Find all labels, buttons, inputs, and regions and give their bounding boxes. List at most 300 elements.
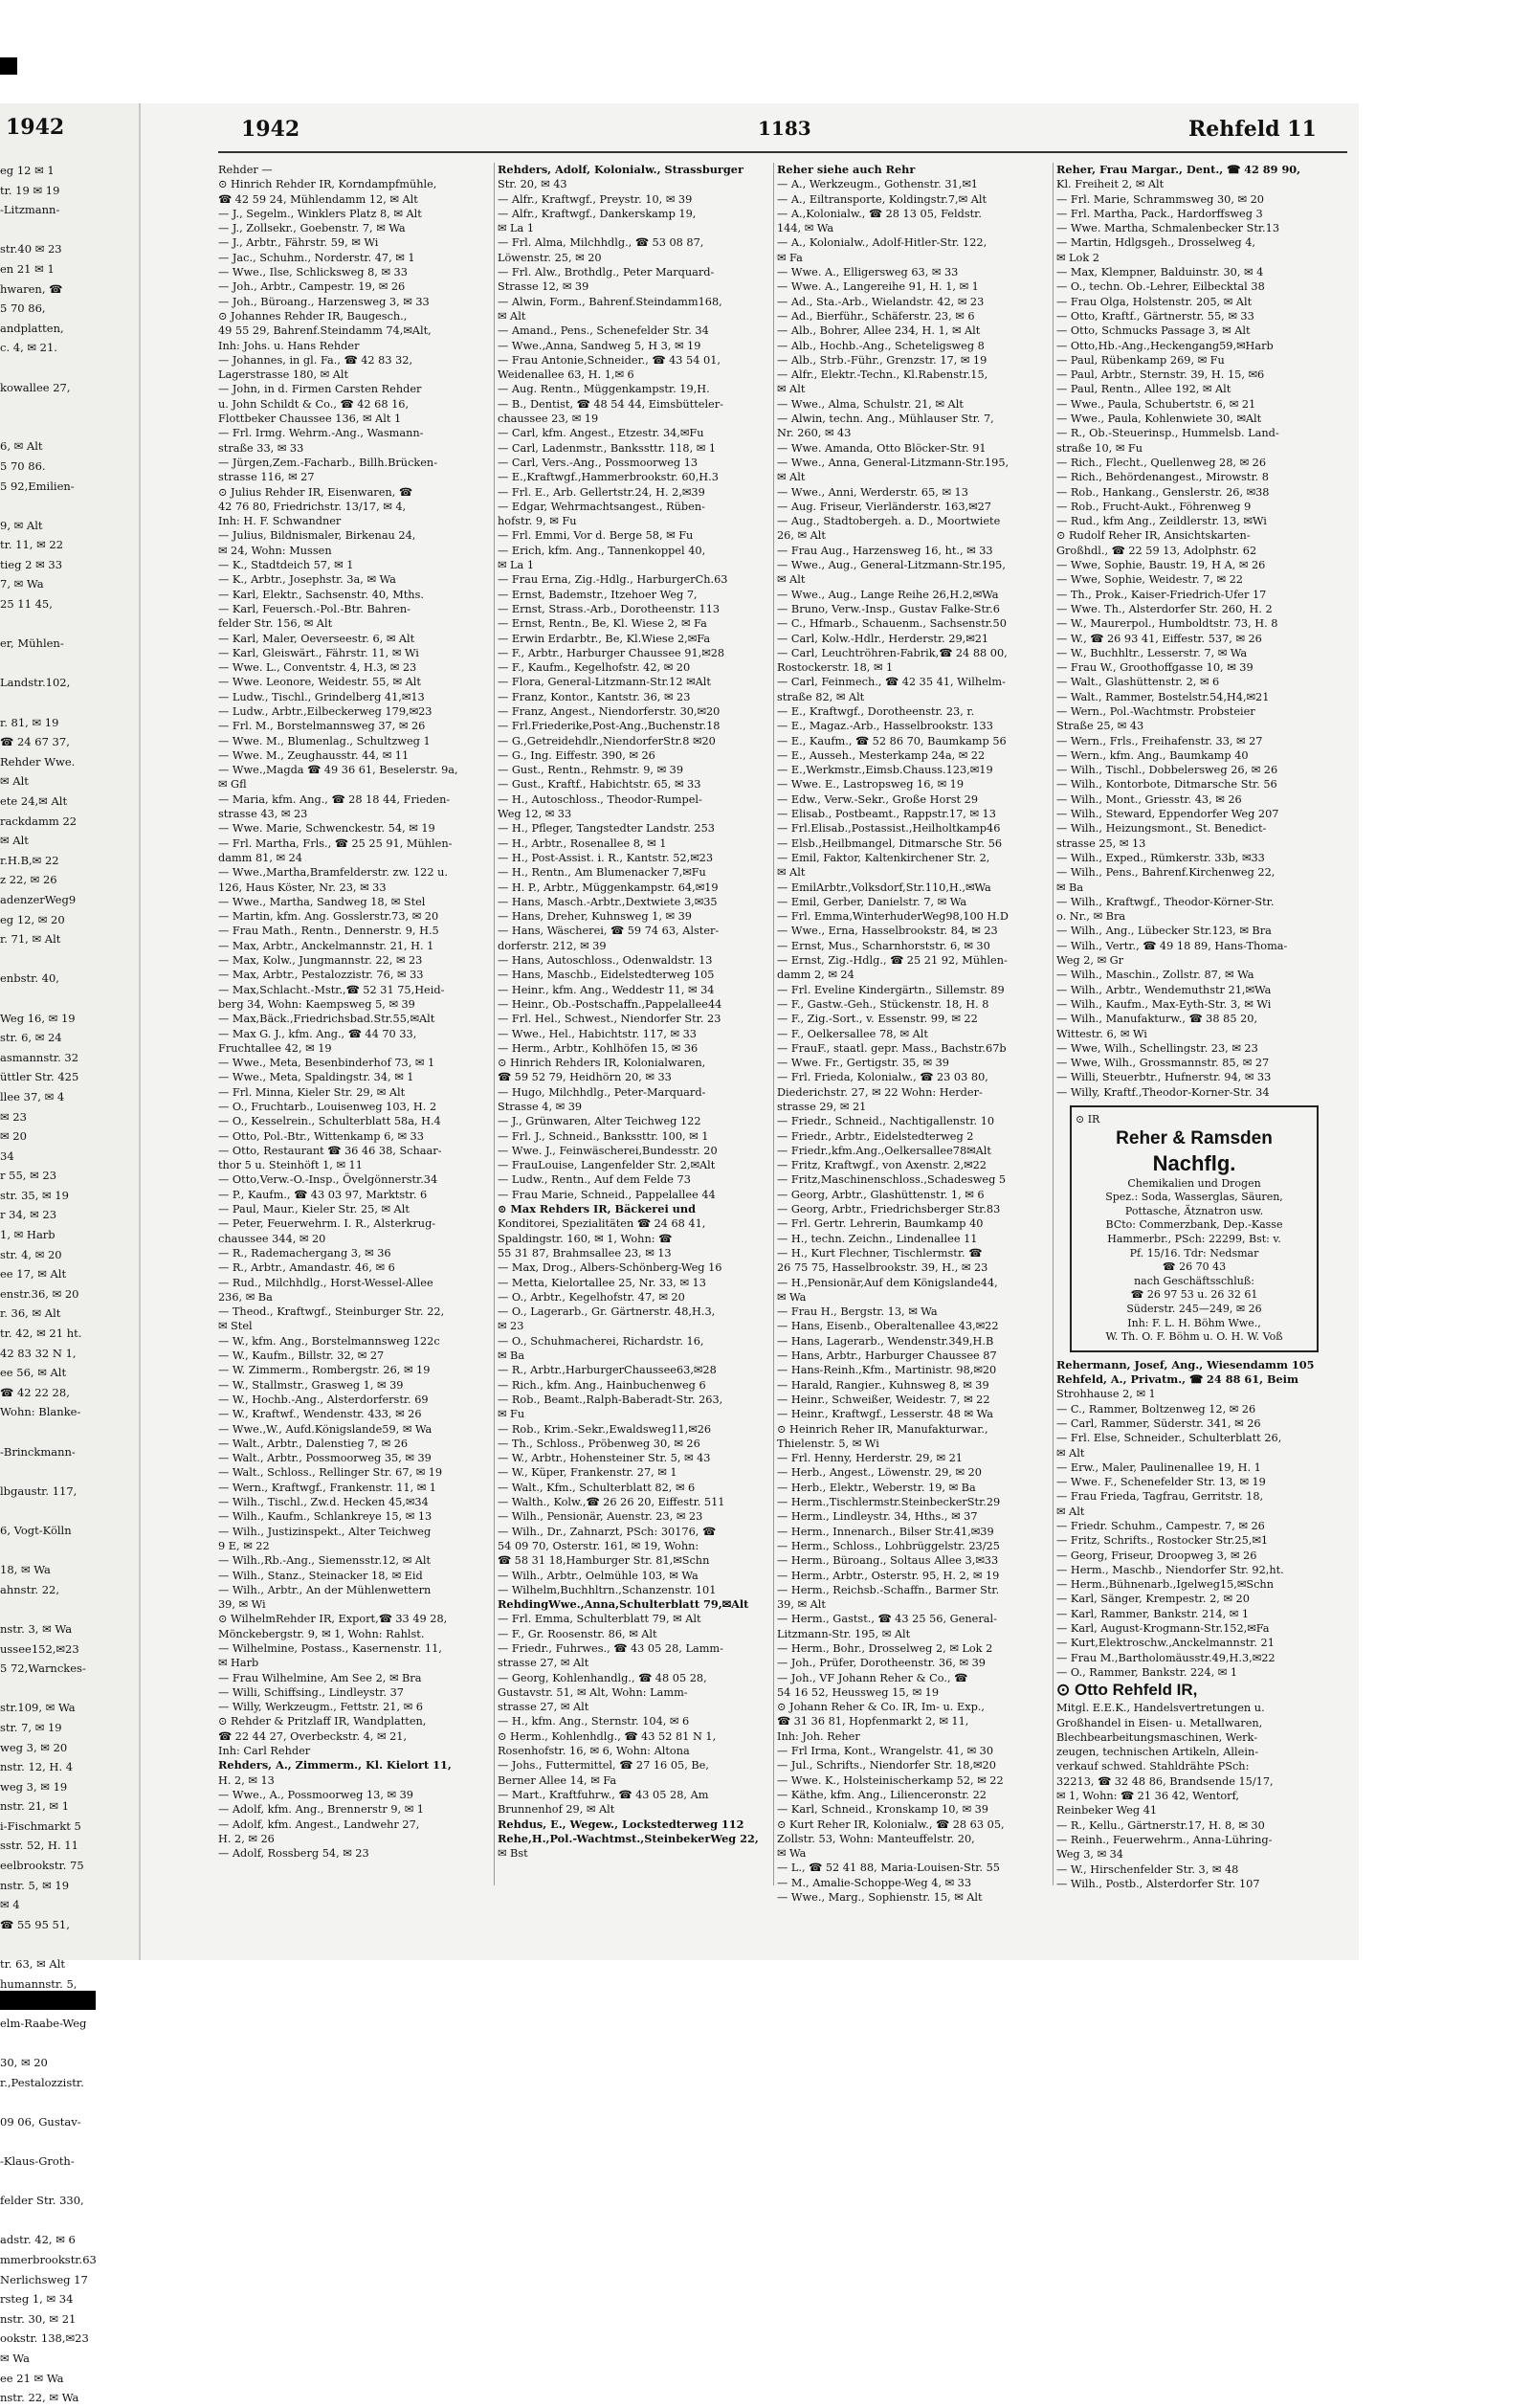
directory-entry-line: Lagerstrasse 180, ✉ Alt — [218, 368, 349, 382]
directory-entry-line: strasse 43, ✉ 23 — [218, 808, 308, 821]
directory-entry-line: — A., Werkzeugm., Gothenstr. 31,✉1 — [777, 178, 978, 191]
directory-entry-line: — G., Ing. Eiffestr. 390, ✉ 26 — [498, 748, 655, 762]
directory-entry-line: — Ernst, Zig.-Hdlg., ☎ 25 21 92, Mühlen- — [777, 954, 1008, 968]
previous-page-line: 1, ✉ Harb — [0, 1228, 55, 1242]
directory-entry-line: — Herm., Maschb., Niendorfer Str. 92,ht. — [1056, 1563, 1284, 1576]
directory-entry-line: — Hans, Maschb., Eidelstedterweg 105 — [498, 969, 715, 982]
previous-page-line: tr. 42, ✉ 21 ht. — [0, 1327, 82, 1341]
directory-entry-line: damm 2, ✉ 24 — [777, 969, 854, 982]
directory-entry-line: — Jac., Schuhm., Norderstr. 47, ✉ 1 — [218, 251, 415, 264]
directory-entry-line: — F., Arbtr., Harburger Chaussee 91,✉28 — [498, 646, 725, 659]
directory-entry-line: — Wern., Kraftwgf., Frankenstr. 11, ✉ 1 — [218, 1481, 436, 1494]
directory-entry-line: — Paul, Arbtr., Sternstr. 39, H. 15, ✉6 — [1056, 368, 1265, 382]
previous-page-line — [0, 693, 139, 713]
header-rule — [218, 151, 1347, 153]
directory-entry-line: — Walt., Kfm., Schulterblatt 82, ✉ 6 — [498, 1481, 696, 1494]
directory-entry-line: — Hans, Eisenb., Oberaltenallee 43,✉22 — [777, 1320, 999, 1333]
directory-entry-line: — Karl, Rammer, Bankstr. 214, ✉ 1 — [1056, 1607, 1250, 1620]
directory-entry-line: — Frl. E., Arb. Gellertstr.24, H. 2,✉39 — [498, 485, 705, 499]
previous-page-line — [0, 397, 139, 417]
directory-entry-line: — Joh., Büroang., Harzensweg 3, ✉ 33 — [218, 295, 430, 308]
directory-entry-line: — Alb., Strb.-Führ., Grenzstr. 17, ✉ 19 — [777, 353, 987, 367]
previous-page-line: en 21 ✉ 1 — [0, 261, 55, 276]
directory-entry-line: — Adolf, kfm. Angest., Landwehr 27, — [218, 1817, 420, 1831]
page-year: 1942 — [241, 117, 300, 142]
directory-entry-line: — Otto,Verw.-O.-Insp., Övelgönnerstr.34 — [218, 1173, 438, 1187]
directory-entry-line: — Heinr., kfm. Ang., Weddestr 11, ✉ 34 — [498, 983, 715, 996]
directory-entry-line: Rehders, Adolf, Kolonialw., Strassburger — [498, 163, 743, 176]
directory-entry-line: ✉ 23 — [498, 1320, 524, 1333]
directory-entry-line: Inh: Carl Rehder — [218, 1745, 311, 1758]
directory-entry-line: — Hans, Lagerarb., Wendenstr.349,H.B — [777, 1334, 994, 1348]
previous-page-line: ee 21 ✉ Wa — [0, 2371, 64, 2385]
directory-entry-line: — Max G. J., kfm. Ang., ☎ 44 70 33, — [218, 1027, 417, 1040]
directory-entry-line: — Reinh., Feuerwehrm., Anna-Lühring- — [1056, 1833, 1273, 1846]
directory-entry-line: Straße 25, ✉ 43 — [1056, 720, 1144, 733]
directory-entry-line: Weg 2, ✉ Gr — [1056, 954, 1124, 968]
directory-entry-line: — Hans, Masch.-Arbtr.,Dextwiete 3,✉35 — [498, 895, 718, 908]
previous-page-line: mmerbrookstr.63 — [0, 2252, 97, 2266]
directory-entry-line: — Johs., Futtermittel, ☎ 27 16 05, Be, — [498, 1759, 709, 1773]
previous-page-line: eg 12, ✉ 20 — [0, 912, 65, 926]
directory-entry-line: ✉ Gfl — [218, 778, 247, 792]
directory-entry-line: — Rob., Beamt.,Ralph-Baberadt-Str. 263, — [498, 1393, 723, 1406]
directory-entry-line: — Wwe., Alma, Schulstr. 21, ✉ Alt — [777, 397, 964, 411]
directory-entry-line: — Wwe, Wilh., Schellingstr. 23, ✉ 23 — [1056, 1041, 1258, 1055]
previous-page-line: i-Fischmarkt 5 — [0, 1818, 81, 1833]
directory-entry-line: ✉ La 1 — [498, 222, 535, 235]
previous-page-line: Rehder Wwe. — [0, 754, 76, 769]
previous-page-line: ahnstr. 22, — [0, 1582, 60, 1596]
directory-entry-line: — Elisab., Postbeamt., Rappstr.17, ✉ 13 — [777, 808, 996, 821]
directory-entry-line: — J., Arbtr., Fährstr. 59, ✉ Wi — [218, 236, 379, 250]
directory-entry-line: — F., Gastw.-Geh., Stückenstr. 18, H. 8 — [777, 997, 989, 1011]
directory-entry-line: ✉ Alt — [777, 573, 806, 587]
previous-page-line: weg 3, ✉ 19 — [0, 1779, 68, 1794]
directory-entry-line: — Wilh., Pens., Bahrenf.Kirchenweg 22, — [1056, 866, 1276, 880]
directory-entry-line: ☎ 59 52 79, Heidhörn 20, ✉ 33 — [498, 1071, 672, 1084]
ad-lines — [1076, 1177, 1313, 1345]
directory-entry-line: — R., Arbtr., Amandastr. 46, ✉ 6 — [218, 1261, 395, 1275]
directory-entry-line: — Heinr., Schweißer, Weidestr. 7, ✉ 22 — [777, 1393, 990, 1406]
directory-entry-line: — Wwe. A., Elligersweg 63, ✉ 33 — [777, 266, 959, 279]
directory-entry-line: — Paul, Rentn., Allee 192, ✉ Alt — [1056, 383, 1231, 396]
directory-entry-line: Rehders, A., Zimmerm., Kl. Kielort 11, — [218, 1758, 452, 1773]
directory-entry-line: — B., Dentist, ☎ 48 54 44, Eimsbütteler- — [498, 397, 723, 411]
directory-entry-line: — Joh., Arbtr., Campestr. 19, ✉ 26 — [218, 280, 406, 294]
directory-entry-line: Reher siehe auch Rehr — [777, 163, 916, 176]
directory-entry-line: — Ernst, Strass.-Arb., Dorotheenstr. 113 — [498, 602, 721, 615]
directory-entry-line: — Fritz,Maschinenschloss.,Schadesweg 5 — [777, 1173, 1007, 1187]
previous-page-line: Landstr.102, — [0, 676, 71, 690]
directory-entry-line: — Herm., Büroang., Soltaus Allee 3,✉33 — [777, 1554, 999, 1568]
directory-entry-line: Inh: Joh. Reher — [777, 1729, 860, 1743]
previous-page-line: nstr. 5, ✉ 19 — [0, 1878, 70, 1892]
directory-entry-line: — W., Kaufm., Billstr. 32, ✉ 27 — [218, 1349, 385, 1363]
previous-page-line: -Brinckmann- — [0, 1444, 76, 1459]
previous-page-line: str.109, ✉ Wa — [0, 1701, 76, 1715]
directory-entry-line: — Wwe., Marg., Sophienstr. 15, ✉ Alt — [777, 1891, 983, 1905]
directory-entry-line: — Wwe., Anni, Werderstr. 65, ✉ 13 — [777, 485, 968, 499]
previous-page-line: nstr. 21, ✉ 1 — [0, 1799, 70, 1814]
directory-entry-line: — Theod., Kraftwgf., Steinburger Str. 22, — [218, 1305, 445, 1319]
directory-entry-line: — Wwe., Paula, Kohlenwiete 30, ✉Alt — [1056, 412, 1262, 426]
directory-entry-line: — F., Zig.-Sort., v. Essenstr. 99, ✉ 22 — [777, 1013, 978, 1026]
directory-entry-line: — Rob., Frucht-Aukt., Föhrenweg 9 — [1056, 500, 1252, 513]
directory-entry-line: — H., techn. Zeichn., Lindenallee 11 — [777, 1232, 978, 1245]
directory-entry-line: — Rich., kfm. Ang., Hainbuchenweg 6 — [498, 1378, 706, 1392]
directory-entry-line: — Frl. Minna, Kieler Str. 29, ✉ Alt — [218, 1085, 406, 1099]
directory-entry-line: — Herm.,Bühnenarb.,Igelweg15,✉Schn — [1056, 1578, 1274, 1592]
previous-page-line: ☎ 42 22 28, — [0, 1385, 70, 1399]
directory-entry-line: — Carl, kfm. Angest., Etzestr. 34,✉Fu — [498, 427, 704, 440]
directory-entry-line: — Georg, Friseur, Droopweg 3, ✉ 26 — [1056, 1549, 1257, 1562]
previous-page-line — [0, 1679, 139, 1699]
previous-page-line: weg 3, ✉ 20 — [0, 1740, 68, 1754]
previous-page-line — [0, 1541, 139, 1561]
directory-entry-line: strasse 29, ✉ 21 — [777, 1101, 867, 1113]
ad-line: ☎ 26 97 53 u. 26 32 61 — [1130, 1288, 1258, 1302]
directory-entry-line: Thielenstr. 5, ✉ Wi — [777, 1437, 879, 1450]
directory-entry-line: — Wilh., Kontorbote, Ditmarsche Str. 56 — [1056, 778, 1277, 792]
directory-entry-line: — Frau Frieda, Tagfrau, Gerritstr. 18, — [1056, 1490, 1264, 1504]
directory-entry-line: 236, ✉ Ba — [218, 1290, 273, 1304]
previous-page-line: enbstr. 40, — [0, 971, 59, 986]
directory-entry-line: 42 76 80, Friedrichstr. 13/17, ✉ 4, — [218, 500, 407, 513]
previous-page-line: ✉ 23 — [0, 1109, 27, 1124]
previous-page-line: adstr. 42, ✉ 6 — [0, 2233, 76, 2247]
directory-entry-line: — Willy, Kraftf.,Theodor-Korner-Str. 34 — [1056, 1085, 1270, 1099]
directory-entry-line: — John, in d. Firmen Carsten Rehder — [218, 383, 422, 396]
directory-entry-line: — Wwe. Fr., Gertigstr. 35, ✉ 39 — [777, 1057, 949, 1070]
previous-page-line: -Klaus-Groth- — [0, 2153, 75, 2168]
directory-entry-line: — Frl. Emma,WinterhuderWeg98,100 H.D — [777, 910, 1009, 924]
directory-entry-line: — Adolf, Rossberg 54, ✉ 23 — [218, 1847, 369, 1861]
directory-entry-line: — Wilhelmine, Postass., Kasernenstr. 11, — [218, 1641, 442, 1655]
directory-entry-line: — Otto, Pol.-Btr., Wittenkamp 6, ✉ 33 — [218, 1129, 424, 1143]
directory-entry-line: — Hans, Autoschloss., Odenwaldstr. 13 — [498, 954, 713, 968]
previous-page-line: ☎ 24 67 37, — [0, 735, 70, 749]
previous-page-line: 18, ✉ Wa — [0, 1563, 51, 1577]
directory-entry-line: — M., Amalie-Schoppe-Weg 4, ✉ 33 — [777, 1876, 972, 1889]
previous-page-line: 25 11 45, — [0, 597, 53, 612]
directory-entry-line: — Adolf, kfm. Ang., Brennerstr 9, ✉ 1 — [218, 1803, 424, 1817]
directory-entry-line: — Hans, Dreher, Kuhnsweg 1, ✉ 39 — [498, 910, 692, 924]
directory-entry-line: ⊙ Kurt Reher IR, Kolonialw., ☎ 28 63 05, — [777, 1817, 1005, 1831]
directory-entry-line: — Frl. Frieda, Kolonialw., ☎ 23 03 80, — [777, 1071, 988, 1084]
directory-entry-line: — Wilh., Mont., Griesstr. 43, ✉ 26 — [1056, 792, 1242, 806]
directory-entry-line: — Hans-Reinh.,Kfm., Martinistr. 98,✉20 — [777, 1364, 997, 1377]
directory-entry-line: — Kurt,Elektroschw.,Anckelmannstr. 21 — [1056, 1637, 1275, 1650]
directory-entry-line: — EmilArbtr.,Volksdorf,Str.110,H.,✉Wa — [777, 881, 991, 894]
previous-page-line: ookstr. 138,✉23 — [0, 2331, 89, 2346]
directory-entry-line: — Hans, Arbtr., Harburger Chaussee 87 — [777, 1349, 997, 1363]
directory-entry-line: ✉ Stel — [218, 1320, 253, 1333]
directory-entry-line: — Wwe. M., Zeughausstr. 44, ✉ 11 — [218, 748, 410, 762]
directory-entry-line: — Wwe, Sophie, Weidestr. 7, ✉ 22 — [1056, 573, 1243, 587]
directory-entry-line: — H., Kurt Flechner, Tischlermstr. ☎ — [777, 1246, 983, 1260]
ad-line: Hammerbr., PSch: 22299, Bst: v. — [1107, 1232, 1281, 1245]
directory-entry-line: — W., Küper, Frankenstr. 27, ✉ 1 — [498, 1466, 677, 1480]
directory-entry-line: — Frl. Emma, Schulterblatt 79, ✉ Alt — [498, 1613, 701, 1626]
directory-entry-line: — Frau Marie, Schneid., Pappelallee 44 — [498, 1188, 716, 1201]
directory-entry-line: — Ludw., Rentn., Auf dem Felde 73 — [498, 1173, 691, 1187]
previous-page-line: felder Str. 330, — [0, 2194, 84, 2208]
directory-entry-line: ✉ Alt — [777, 383, 806, 396]
previous-page-line: r. 81, ✉ 19 — [0, 715, 59, 729]
directory-entry-line: — W., kfm. Ang., Borstelmannsweg 122c — [218, 1334, 440, 1348]
previous-page-line — [0, 496, 139, 516]
directory-entry-line: — Ad., Bierführ., Schäferstr. 23, ✉ 6 — [777, 309, 975, 323]
directory-entry-line: ☎ 58 31 18,Hamburger Str. 81,✉Schn — [498, 1554, 710, 1568]
directory-entry-line: — R., Arbtr.,HarburgerChaussee63,✉28 — [498, 1364, 717, 1377]
directory-entry-line: — H., Rentn., Am Blumenacker 7,✉Fu — [498, 866, 706, 880]
directory-entry-line: — H., Autoschloss., Theodor-Rumpel- — [498, 792, 702, 806]
previous-page-line: r.H.B,✉ 22 — [0, 853, 59, 867]
ad-line: BCto: Commerzbank, Dep.-Kasse — [1105, 1218, 1283, 1232]
directory-entry-line: — Frau Erna, Zig.-Hdlg., HarburgerCh.63 — [498, 573, 728, 587]
directory-entry-line: — Frau Aug., Harzensweg 16, ht., ✉ 33 — [777, 544, 993, 557]
directory-entry-line: — Frl. Irmg. Wehrm.-Ang., Wasmann- — [218, 427, 424, 440]
directory-entry-line: — Wilh., Heizungsmont., St. Benedict- — [1056, 822, 1267, 836]
directory-entry-line: — Frl.Friederike,Post-Ang.,Buchenstr.18 — [498, 720, 721, 733]
directory-entry-line: ✉ Fa — [777, 251, 803, 264]
directory-entry-line: ⊙ Hinrich Rehders IR, Kolonialwaren, — [498, 1057, 706, 1070]
directory-entry-line: — Wilh., Vertr., ☎ 49 18 89, Hans-Thoma- — [1056, 939, 1288, 952]
directory-entry-line: — Heinr., Ob.-Postschaffn.,Pappelallee44 — [498, 997, 722, 1011]
previous-page-line: nstr. 30, ✉ 21 — [0, 2311, 77, 2326]
previous-page-line: z 22, ✉ 26 — [0, 873, 57, 887]
directory-entry-line: Flottbeker Chaussee 136, ✉ Alt 1 — [218, 412, 402, 426]
directory-entry-line: RehdingWwe.,Anna,Schulterblatt 79,✉Alt — [498, 1597, 749, 1612]
directory-entry-line: — Elsb.,Heilbmangel, Ditmarsche Str. 56 — [777, 836, 1003, 850]
directory-entry-line: — H., Arbtr., Rosenallee 8, ✉ 1 — [498, 836, 667, 850]
directory-entry-line: — Edw., Verw.-Sekr., Große Horst 29 — [777, 792, 979, 806]
directory-entry-line: — Erwin Erdarbtr., Be, Kl.Wiese 2,✉Fa — [498, 632, 711, 645]
directory-entry-line: — Georg, Arbtr., Friedrichsberger Str.83 — [777, 1203, 1001, 1216]
ad-line: Süderstr. 245—249, ✉ 26 — [1126, 1302, 1262, 1315]
directory-entry-line: Konditorei, Spezialitäten ☎ 24 68 41, — [498, 1217, 706, 1231]
directory-entry-line: — Max, Klempner, Balduinstr. 30, ✉ 4 — [1056, 266, 1264, 279]
directory-entry-line: — Alb., Bohrer, Allee 234, H. 1, ✉ Alt — [777, 324, 981, 338]
previous-page-lines — [0, 161, 139, 2408]
previous-page-line: 5 70 86. — [0, 458, 46, 473]
directory-entry-line: — Carl, Kolw.-Hdlr., Herderstr. 29,✉21 — [777, 632, 989, 645]
directory-entry-line: — Wilh., Maschin., Zollstr. 87, ✉ Wa — [1056, 969, 1254, 982]
directory-entry-line: Großhdl., ☎ 22 59 13, Adolphstr. 62 — [1056, 544, 1257, 557]
directory-entry-line: — Wwe. J., Feinwäscherei,Bundesstr. 20 — [498, 1144, 718, 1157]
previous-page-line — [0, 949, 139, 970]
directory-entry-line: — A., Eiltransporte, Koldingstr.7,✉ Alt — [777, 192, 987, 206]
directory-entry-line: — Wilh., Ang., Lübecker Str.123, ✉ Bra — [1056, 925, 1272, 938]
directory-entry-line: ☎ 31 36 81, Hopfenmarkt 2, ✉ 11, — [777, 1715, 969, 1728]
directory-entry-line: — Jul., Schrifts., Niendorfer Str. 18,✉20 — [777, 1759, 996, 1773]
directory-entry-line: — Franz, Angest., Niendorferstr. 30,✉20 — [498, 704, 721, 718]
previous-page-line: r. 36, ✉ Alt — [0, 1306, 61, 1321]
ad-line: W. Th. O. F. Böhm u. O. H. W. Voß — [1105, 1330, 1283, 1344]
directory-entry-line: — C., Hfmarb., Schauenm., Sachsenstr.50 — [777, 617, 1007, 631]
directory-entry-line: Inh: Johs. u. Hans Rehder — [218, 339, 360, 352]
previous-page-line: er, Mühlen- — [0, 636, 64, 651]
directory-entry-line: — Rob., Krim.-Sekr.,Ewaldsweg11,✉26 — [498, 1422, 712, 1436]
directory-entry-line: ✉ Ba — [498, 1349, 525, 1363]
column-separator — [1053, 163, 1054, 1885]
directory-entry-line: — Edgar, Wehrmachtsangest., Rüben- — [498, 500, 705, 513]
directory-entry-line: — Wilh., Arbtr., Wendemuthstr 21,✉Wa — [1056, 983, 1272, 996]
directory-entry-line: — Wwe.,W., Aufd.Königslande59, ✉ Wa — [218, 1422, 433, 1436]
directory-entry-line: ⊙ Max Rehders IR, Bäckerei und — [498, 1202, 697, 1216]
previous-page-line: str. 35, ✉ 19 — [0, 1188, 69, 1202]
directory-entry-line: — K., Stadtdeich 57, ✉ 1 — [218, 559, 354, 572]
directory-entry-line: — Herm., Gastst., ☎ 43 25 56, General- — [777, 1613, 997, 1626]
previous-page-line: tr. 63, ✉ Alt — [0, 1957, 66, 1972]
directory-entry-line: — Rud., kfm Ang., Zeildlerstr. 13, ✉Wi — [1056, 515, 1267, 528]
column-1 — [218, 163, 494, 1861]
previous-page-line: Nerlichsweg 17 — [0, 2272, 88, 2286]
directory-entry-line: ✉ Fu — [498, 1408, 525, 1421]
directory-entry-line: — Max,Schlacht.-Mstr.,☎ 52 31 75,Heid- — [218, 983, 445, 996]
directory-entry-line: ✉ Bst — [498, 1847, 528, 1861]
directory-entry-line: — Wilh., Dr., Zahnarzt, PSch: 30176, ☎ — [498, 1525, 717, 1538]
directory-entry-line: — Max, Kolw., Jungmannstr. 22, ✉ 23 — [218, 954, 423, 968]
directory-entry-line: — Wwe. Th., Alsterdorfer Str. 260, H. 2 — [1056, 602, 1273, 615]
directory-entry-line: — F., Oelkersallee 78, ✉ Alt — [777, 1027, 928, 1040]
directory-entry-line: ☎ 22 44 27, Overbeckstr. 4, ✉ 21, — [218, 1729, 408, 1743]
previous-page-line — [0, 1422, 139, 1442]
directory-entry-line: — Wwe. Leonore, Weidestr. 55, ✉ Alt — [218, 676, 421, 689]
directory-entry-line: — Wilh., Tischl., Zw.d. Hecken 45,✉34 — [218, 1496, 429, 1509]
directory-entry-line: — Herm., Schloss., Lohbrüggelstr. 23/25 — [777, 1539, 1000, 1552]
directory-entry-line: — W., Maurerpol., Humboldtstr. 73, H. 8 — [1056, 617, 1278, 631]
directory-entry-line: — W., Arbtr., Hohensteiner Str. 5, ✉ 43 — [498, 1452, 711, 1465]
previous-page-line: rackdamm 22 — [0, 814, 78, 828]
directory-entry-line: ✉ Alt — [1056, 1446, 1085, 1460]
directory-entry-line: — Frl. Henny, Herderstr. 29, ✉ 21 — [777, 1452, 963, 1465]
directory-entry-line: — Rud., Milchhdlg., Horst-Wessel-Allee — [218, 1276, 433, 1289]
directory-entry-line: — Walt., Arbtr., Possmoorweg 35, ✉ 39 — [218, 1452, 432, 1465]
previous-page-line: lbgaustr. 117, — [0, 1483, 78, 1498]
directory-entry-line: Litzmann-Str. 195, ✉ Alt — [777, 1627, 911, 1640]
previous-page-line: tr. 19 ✉ 19 — [0, 183, 60, 197]
directory-entry-line: — G.,Getreidehdlr.,NiendorferStr.8 ✉20 — [498, 734, 716, 747]
directory-entry-line: — P., Kaufm., ☎ 43 03 97, Marktstr. 6 — [218, 1188, 428, 1201]
directory-entry-line: ✉ Wa — [777, 1290, 807, 1304]
directory-entry-line: Reinbeker Weg 41 — [1056, 1804, 1158, 1817]
directory-entry-line: — Amand., Pens., Schenefelder Str. 34 — [498, 324, 709, 338]
directory-entry-line: H. 2, ✉ 13 — [218, 1773, 275, 1787]
directory-entry-line: strasse 25, ✉ 13 — [1056, 836, 1146, 850]
directory-entry-line: — Karl, Sänger, Krempestr. 2, ✉ 20 — [1056, 1593, 1250, 1606]
previous-page-line: 7, ✉ Wa — [0, 577, 44, 591]
directory-entry-line: — Frl. Else, Schneider., Schulterblatt 26, — [1056, 1432, 1282, 1445]
directory-entry-line: — E.,Werkmstr.,Eimsb.Chauss.123,✉19 — [777, 764, 993, 777]
directory-entry-line: Str. 20, ✉ 43 — [498, 178, 567, 191]
directory-entry-line: — Willi, Schiffsing., Lindleystr. 37 — [218, 1685, 404, 1699]
directory-page — [145, 103, 1359, 1960]
previous-page-line: nstr. 3, ✉ Wa — [0, 1621, 73, 1636]
directory-entry-line: — Johannes, in gl. Fa., ☎ 42 83 32, — [218, 353, 413, 367]
previous-page-line: nstr. 22, ✉ Wa — [0, 2391, 79, 2405]
directory-entry-line: — Frl. Emmi, Vor d. Berge 58, ✉ Fu — [498, 529, 694, 543]
directory-entry-line: Rosenhofstr. 16, ✉ 6, Wohn: Altona — [498, 1745, 690, 1758]
directory-entry-line: — Karl, Elektr., Sachsenstr. 40, Mths. — [218, 588, 424, 601]
directory-entry-line: — Ludw., Tischl., Grindelberg 41,✉13 — [218, 690, 425, 703]
directory-entry-line: 144, ✉ Wa — [777, 222, 834, 235]
directory-entry-line: thor 5 u. Steinhöft 1, ✉ 11 — [218, 1159, 363, 1172]
directory-entry-line: — Otto, Kraftf., Gärtnerstr. 55, ✉ 33 — [1056, 309, 1254, 323]
previous-page-line — [0, 220, 139, 240]
directory-entry-line: — Emil, Gerber, Danielstr. 7, ✉ Wa — [777, 895, 967, 908]
directory-entry-line: — Wwe. F., Schenefelder Str. 13, ✉ 19 — [1056, 1476, 1266, 1489]
directory-entry-line: Nr. 260, ✉ 43 — [777, 427, 852, 440]
previous-page-line: tieg 2 ✉ 33 — [0, 557, 63, 571]
directory-entry-line: — Wilh., Manufakturw., ☎ 38 85 20, — [1056, 1013, 1258, 1026]
directory-entry-line: — Wilhelm,Buchhltrn.,Schanzenstr. 101 — [498, 1583, 717, 1596]
directory-entry-line: — Th., Prok., Kaiser-Friedrich-Ufer 17 — [1056, 588, 1267, 601]
directory-entry-line: — Rob., Hankang., Genslerstr. 26, ✉38 — [1056, 485, 1270, 499]
directory-entry-line: — O., Arbtr., Kegelhofstr. 47, ✉ 20 — [498, 1290, 685, 1304]
directory-entry-line: — Max, Arbtr., Pestalozzistr. 76, ✉ 33 — [218, 969, 424, 982]
directory-entry-line: — Frl. Martha, Pack., Hardorffsweg 3 — [1056, 207, 1263, 220]
directory-entry-line: hofstr. 9, ✉ Fu — [498, 515, 577, 528]
previous-page-line: rsteg 1, ✉ 34 — [0, 2292, 74, 2307]
directory-entry-line: — Wwe., Martha, Sandweg 18, ✉ Stel — [218, 895, 426, 908]
directory-entry-line: — Wwe., Aug., General-Litzmann-Str.195, — [777, 559, 1006, 572]
directory-entry-line: — Franz, Kontor., Kantstr. 36, ✉ 23 — [498, 690, 691, 703]
directory-entry-line: — E., Magaz.-Arb., Hasselbrookstr. 133 — [777, 720, 993, 733]
previous-page-line: 5 72,Warnckes- — [0, 1661, 86, 1676]
directory-entry-line: ☎ 42 59 24, Mühlendamm 12, ✉ Alt — [218, 192, 418, 206]
ad-line: Spez.: Soda, Wasserglas, Säuren, — [1105, 1191, 1283, 1204]
directory-entry-line: damm 81, ✉ 24 — [218, 851, 302, 864]
directory-entry-line: ✉ Alt — [777, 866, 806, 880]
directory-entry-line: — Wilh., Arbtr., An der Mühlenwettern — [218, 1583, 432, 1596]
previous-page-strip — [0, 103, 141, 2405]
directory-entry-line: — Mart., Kraftfuhrw., ☎ 43 05 28, Am — [498, 1788, 709, 1801]
previous-page-line: elm-Raabe-Weg — [0, 2016, 87, 2030]
directory-entry-line: — Willi, Steuerbtr., Hufnerstr. 94, ✉ 33 — [1056, 1071, 1272, 1084]
directory-entry-line: — Wwe. E., Lastropsweg 16, ✉ 19 — [777, 778, 965, 792]
directory-entry-line: Rostockerstr. 18, ✉ 1 — [777, 661, 894, 675]
directory-entry-line: — FrauLouise, Langenfelder Str. 2,✉Alt — [498, 1159, 716, 1172]
directory-entry-line: — H., Pfleger, Tangstedter Landstr. 253 — [498, 822, 715, 836]
directory-entry-line: — Otto, Schmucks Passage 3, ✉ Alt — [1056, 324, 1251, 338]
directory-entry-line: — Metta, Kielortallee 25, Nr. 33, ✉ 13 — [498, 1276, 706, 1289]
directory-entry-line: — FrauF., staatl. gepr. Mass., Bachstr.67b — [777, 1041, 1007, 1055]
directory-entry-line: — H. P., Arbtr., Müggenkampstr. 64,✉19 — [498, 881, 719, 894]
directory-entry-line: ⊙ Julius Rehder IR, Eisenwaren, ☎ — [218, 485, 412, 499]
previous-page-line: enstr.36, ✉ 20 — [0, 1286, 79, 1301]
directory-entry-line: — Karl, Feuersch.-Pol.-Btr. Bahren- — [218, 602, 410, 615]
previous-page-line: 09 06, Gustav- — [0, 2114, 81, 2129]
previous-page-line: eg 12 ✉ 1 — [0, 164, 55, 177]
directory-entry-line: — W., Hochb.-Ang., Alsterdorferstr. 69 — [218, 1393, 429, 1406]
directory-entry-line: — R., Ob.-Steuerinsp., Hummelsb. Land- — [1056, 427, 1279, 440]
directory-entry-line: ✉ Lok 2 — [1056, 251, 1099, 264]
directory-entry-line: — O., Rammer, Bankstr. 224, ✉ 1 — [1056, 1665, 1238, 1679]
directory-entry-line: ✉ Ba — [1056, 881, 1084, 894]
previous-page-year: 1942 — [6, 115, 65, 140]
directory-entry-line: straße 33, ✉ 33 — [218, 441, 304, 455]
directory-entry-line: — Frau Math., Rentn., Dennerstr. 9, H.5 — [218, 925, 439, 938]
directory-entry-line: — Karl, Schneid., Kronskamp 10, ✉ 39 — [777, 1803, 988, 1817]
previous-page-line: 9, ✉ Alt — [0, 518, 43, 532]
directory-entry-line: strasse 27, ✉ Alt — [498, 1657, 589, 1670]
directory-entry-line: — Wern., kfm. Ang., Baumkamp 40 — [1056, 748, 1249, 762]
directory-entry-line: — Wwe. A., Langereihe 91, H. 1, ✉ 1 — [777, 280, 979, 294]
directory-entry-line: — Friedr.,kfm.Ang.,Oelkersallee78✉Alt — [777, 1144, 991, 1157]
previous-page-line: hwaren, ☎ — [0, 281, 63, 296]
